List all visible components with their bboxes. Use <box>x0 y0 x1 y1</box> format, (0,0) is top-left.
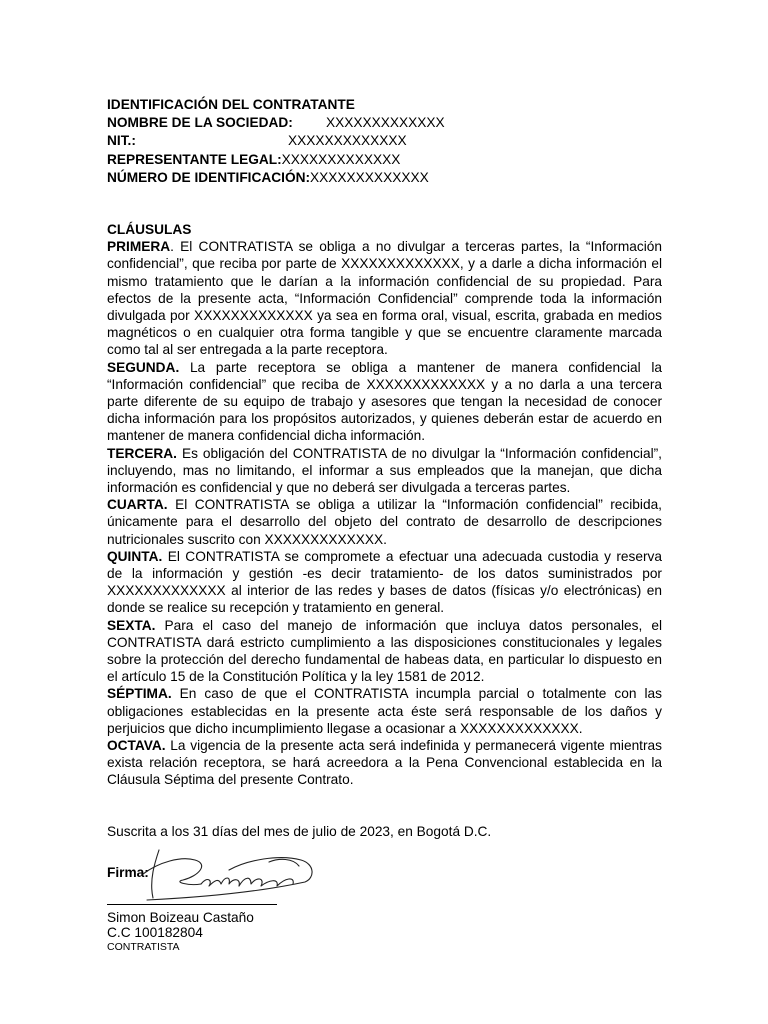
nit-row <box>107 132 662 150</box>
clause-title: OCTAVA. <box>107 738 166 754</box>
clause-text: La vigencia de la presente acta será indefinida y permanecerá vigente mientras exista relación receptora, se hará acreedora a la Pena Convencional establecida en la Cláusula Séptima del presente Contrato. <box>107 738 662 788</box>
signature-area <box>107 850 662 910</box>
clause-segunda <box>107 359 662 445</box>
clause-septima <box>107 685 662 737</box>
clause-octava <box>107 737 662 789</box>
clause-title: SÉPTIMA. <box>107 686 172 702</box>
clause-title: SEGUNDA. <box>107 359 180 375</box>
signer-id: C.C 100182804 <box>107 925 203 941</box>
clause-title: TERCERA. <box>107 445 177 461</box>
clause-cuarta <box>107 496 662 548</box>
contract-page <box>107 96 662 954</box>
signer-role: CONTRATISTA <box>107 940 180 953</box>
numero-identificacion-row <box>107 169 662 187</box>
clause-text: La parte receptora se obliga a mantener de manera confidencial la “Información confidencial” que reciba de XXXXXXXXXXXXX y a no darla a una tercera parte diferente de su equipo de trabajo y asesores que tengan la necesidad de conocer dicha información para los propósitos autorizados, y quienes deberán estar de acuerdo en mantener de manera confidencial dicha información. <box>107 359 662 444</box>
identification-heading: IDENTIFICACIÓN DEL CONTRATANTE <box>107 97 355 112</box>
clause-title: PRIMERA <box>107 239 171 255</box>
clause-tercera <box>107 445 662 497</box>
nombre-sociedad-label: NOMBRE DE LA SOCIEDAD: <box>107 115 293 131</box>
numero-identificacion-value: XXXXXXXXXXXXX <box>310 169 429 185</box>
clausulas-list <box>107 238 662 789</box>
clause-title: CUARTA. <box>107 497 168 513</box>
nit-value: XXXXXXXXXXXXX <box>288 133 407 149</box>
representante-legal-value: XXXXXXXXXXXXX <box>281 151 401 167</box>
clause-text: En caso de que el CONTRATISTA incumpla parcial o totalmente con las obligaciones establecidas en la presente acta éste será responsable de los daños y perjuicios que dicho incumplimiento llegase a ocasionar a XXXXXXXXXXXXX. <box>107 686 662 736</box>
numero-identificacion-label: NÚMERO DE IDENTIFICACIÓN: <box>107 169 311 185</box>
clause-quinta <box>107 548 662 617</box>
clause-text: Es obligación del CONTRATISTA de no divulgar la “Información confidencial”, incluyendo, mas no limitando, el informar a sus empleados que la manejan, que dicha información es confidencial y que no deberá ser divulgada a terceras partes. <box>107 445 662 495</box>
clause-title: QUINTA. <box>107 548 163 564</box>
clause-text: El CONTRATISTA se obliga a utilizar la “Información confidencial” recibida, únicamente para el desarrollo del objeto del contrato de desarrollo de descripciones nutricionales suscrito con XXXXXXXXXXXXX. <box>107 497 662 547</box>
nombre-sociedad-row <box>107 114 662 132</box>
closing-statement: Suscrita a los 31 días del mes de julio de 2023, en Bogotá D.C. <box>107 823 492 839</box>
contratante-identification <box>107 96 662 187</box>
signature-line <box>107 904 277 905</box>
nombre-sociedad-value: XXXXXXXXXXXXX <box>326 115 445 131</box>
signer-name: Simon Boizeau Castaño <box>107 909 254 925</box>
nit-label: NIT.: <box>107 133 136 149</box>
clausulas-heading: CLÁUSULAS <box>107 221 192 237</box>
representante-legal-row <box>107 151 662 169</box>
handwritten-signature <box>129 836 319 908</box>
clause-text: El CONTRATISTA se obliga a no divulgar a terceras partes, la “Información confidencial”, que reciba por parte de XXXXXXXXXXXXX, y a darle a dicha información el mismo tratamiento que le darían a la información confidencial de su propiedad. Para efectos de la presente acta, “Información Confidencial” comprende toda la información divulgada por XXXXXXXXXXXXX ya sea en forma oral, visual, escrita, grabada en medios magnéticos o en cualquier otra forma tangible y que se encuentre claramente marcada como tal al ser entregada a la parte receptora. <box>107 239 662 358</box>
clause-title: SEXTA. <box>107 617 156 633</box>
clause-text: Para el caso del manejo de información que incluya datos personales, el CONTRATISTA dará estricto cumplimiento a las disposiciones constitucionales y legales sobre la protección del derecho fundamental de habeas data, en particular lo dispuesto en el artículo 15 de la Constitución Política y la ley 1581 de 2012. <box>107 617 662 685</box>
representante-legal-label: REPRESENTANTE LEGAL: <box>107 151 282 167</box>
clause-primera: PRIMERA. El CONTRATISTA se obliga a no divulgar a terceras partes, la “Información confidencial”, que reciba por parte de XXXXXXXXXXXXX, y a darle a dicha información el mismo tratamiento que le darían a la información confidencial de su propiedad. Para efectos de la presente acta, “Información Confidencial” comprende toda la información divulgada por XXXXXXXXXXXXX ya sea en forma oral, visual, escrita, grabada en medios magnéticos o en cualquier otra forma tangible y que se encuentre claramente marcada como tal al ser entregada a la parte receptora. <box>107 239 662 358</box>
firma-label: Firma: <box>107 864 149 880</box>
clause-text: El CONTRATISTA se compromete a efectuar una adecuada custodia y reserva de la información y gestión -es decir tratamiento- de los datos suministrados por XXXXXXXXXXXXX al interior de las redes y bases de datos (físicas y/o electrónicas) en donde se realice su recepción y tratamiento en general. <box>107 548 662 616</box>
clause-sexta <box>107 617 662 686</box>
